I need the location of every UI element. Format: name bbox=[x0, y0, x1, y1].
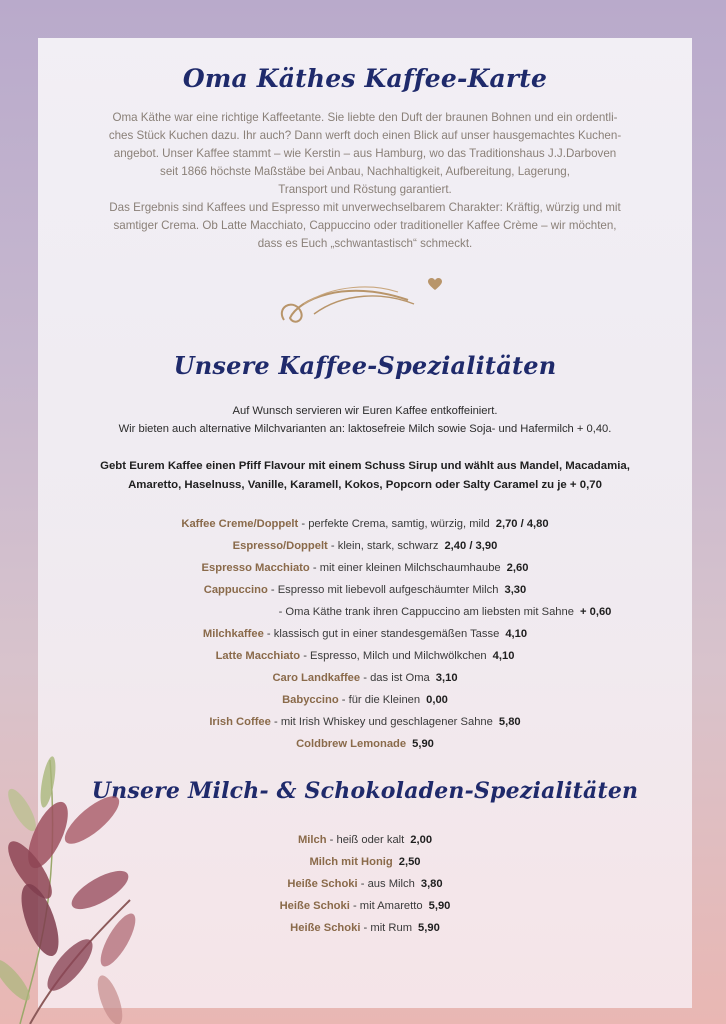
menu-item bbox=[38, 557, 692, 579]
intro-line: ches Stück Kuchen dazu. Ihr auch? Dann werft doch einen Blick auf unser hausgemachtes Kuchen- bbox=[108, 129, 622, 142]
item-price: 5,90 bbox=[428, 900, 451, 912]
intro-line: Transport und Röstung garantiert. bbox=[278, 183, 452, 196]
flavour-line: Gebt Eurem Kaffee einen Pfiff Flavour mit einem Schuss Sirup und wählt aus Mandel, Macadamia, bbox=[100, 460, 630, 472]
item-desc: - perfekte Crema, samtig, würzig, mild bbox=[298, 518, 490, 530]
item-price: 5,80 bbox=[498, 716, 521, 728]
item-name: Heiße Schoki bbox=[287, 878, 358, 890]
item-price: 2,60 bbox=[506, 562, 529, 574]
menu-item bbox=[38, 645, 692, 667]
flavour-line: Amaretto, Haselnuss, Vanille, Karamell, Kokos, Popcorn oder Salty Caramel zu je + 0,70 bbox=[128, 479, 602, 491]
item-price: 4,10 bbox=[505, 628, 528, 640]
item-name: Kaffee Creme/Doppelt bbox=[181, 518, 299, 530]
item-name: Espresso/Doppelt bbox=[232, 540, 328, 552]
note-line: Wir bieten auch alternative Milchvarianten an: laktosefreie Milch sowie Soja- und Hafermilch + 0,40. bbox=[118, 423, 612, 435]
item-desc: - Espresso, Milch und Milchwölkchen bbox=[300, 650, 487, 662]
page-title: Oma Käthes Kaffee-Karte bbox=[182, 64, 548, 93]
intro-line: Oma Käthe war eine richtige Kaffeetante. Sie liebte den Duft der braunen Bohnen und ein ordentli- bbox=[112, 111, 618, 124]
menu-item bbox=[38, 535, 692, 557]
item-name: Cappuccino bbox=[203, 584, 268, 596]
milk-section-title: Unsere Milch- & Schokoladen-Spezialitäten bbox=[91, 778, 639, 804]
leaf-branch-decoration bbox=[0, 750, 150, 1024]
intro-line: seit 1866 höchste Maßstäbe bei Anbau, Nachhaltigkeit, Aufbereitung, Lagerung, bbox=[160, 165, 570, 178]
item-price: 0,00 bbox=[426, 694, 448, 706]
item-price: 4,10 bbox=[492, 650, 515, 662]
intro-line: dass es Euch „schwantastisch“ schmeckt. bbox=[257, 237, 473, 250]
item-name: Babyccino bbox=[282, 694, 339, 706]
item-price: 3,10 bbox=[435, 672, 458, 684]
item-desc: - heiß oder kalt bbox=[326, 834, 405, 846]
item-name: Heiße Schoki bbox=[290, 922, 361, 934]
item-desc: - mit Rum bbox=[360, 922, 413, 934]
menu-item bbox=[38, 579, 692, 601]
flavour-note bbox=[38, 457, 692, 495]
intro-line: samtiger Crema. Ob Latte Macchiato, Cappuccino oder traditioneller Kaffee Crème – wir möchten, bbox=[113, 219, 617, 232]
menu-item bbox=[38, 711, 692, 733]
menu-item-addon bbox=[38, 601, 692, 623]
item-price: 3,80 bbox=[420, 878, 443, 890]
item-desc: - das ist Oma bbox=[360, 672, 430, 684]
item-price: 5,90 bbox=[412, 738, 434, 750]
item-desc: - klein, stark, schwarz bbox=[327, 540, 439, 552]
item-desc: - klassisch gut in einer standesgemäßen Tasse bbox=[263, 628, 500, 640]
item-name: Espresso Macchiato bbox=[201, 562, 310, 574]
coffee-notes bbox=[38, 402, 692, 438]
item-price: + 0,60 bbox=[579, 606, 612, 618]
item-desc: - für die Kleinen bbox=[338, 694, 421, 706]
coffee-section-title: Unsere Kaffee-Spezialitäten bbox=[173, 351, 557, 380]
menu-item bbox=[38, 513, 692, 535]
item-price: 2,00 bbox=[410, 834, 433, 846]
item-name: Latte Macchiato bbox=[215, 650, 301, 662]
item-desc: - mit Amaretto bbox=[349, 900, 423, 912]
menu-item bbox=[38, 623, 692, 645]
note-line: Auf Wunsch servieren wir Euren Kaffee entkoffeiniert. bbox=[232, 405, 498, 417]
item-desc: - Espresso mit liebevoll aufgeschäumter Milch bbox=[267, 584, 499, 596]
heart-icon bbox=[428, 278, 442, 291]
item-name: Heiße Schoki bbox=[279, 900, 350, 912]
item-desc: - Oma Käthe trank ihren Cappuccino am liebsten mit Sahne bbox=[278, 606, 574, 618]
swirl-flourish-icon bbox=[274, 270, 454, 330]
item-name: Milchkaffee bbox=[202, 628, 264, 640]
item-name: Coldbrew Lemonade bbox=[296, 738, 407, 750]
coffee-list bbox=[38, 513, 692, 755]
item-name: Milch bbox=[297, 834, 327, 846]
intro-line: Das Ergebnis sind Kaffees und Espresso mit unverwechselbarem Charakter: Kräftig, würzig und mit bbox=[109, 201, 621, 214]
item-price: 3,30 bbox=[504, 584, 527, 596]
item-desc: - mit Irish Whiskey und geschlagener Sahne bbox=[270, 716, 493, 728]
item-desc: - mit einer kleinen Milchschaumhaube bbox=[309, 562, 501, 574]
item-name: Irish Coffee bbox=[209, 716, 271, 728]
item-name: Caro Landkaffee bbox=[272, 672, 361, 684]
item-name: Milch mit Honig bbox=[309, 856, 393, 868]
item-price: 2,40 / 3,90 bbox=[444, 540, 498, 552]
menu-item bbox=[38, 667, 692, 689]
item-price: 5,90 bbox=[418, 922, 440, 934]
item-price: 2,70 / 4,80 bbox=[495, 518, 549, 530]
intro-text bbox=[38, 109, 692, 253]
menu-item bbox=[38, 689, 692, 711]
item-price: 2,50 bbox=[398, 856, 421, 868]
item-desc: - aus Milch bbox=[357, 878, 415, 890]
intro-line: angebot. Unser Kaffee stammt – wie Kerstin – aus Hamburg, wo das Traditionshaus J.J.Darboven bbox=[113, 147, 617, 160]
